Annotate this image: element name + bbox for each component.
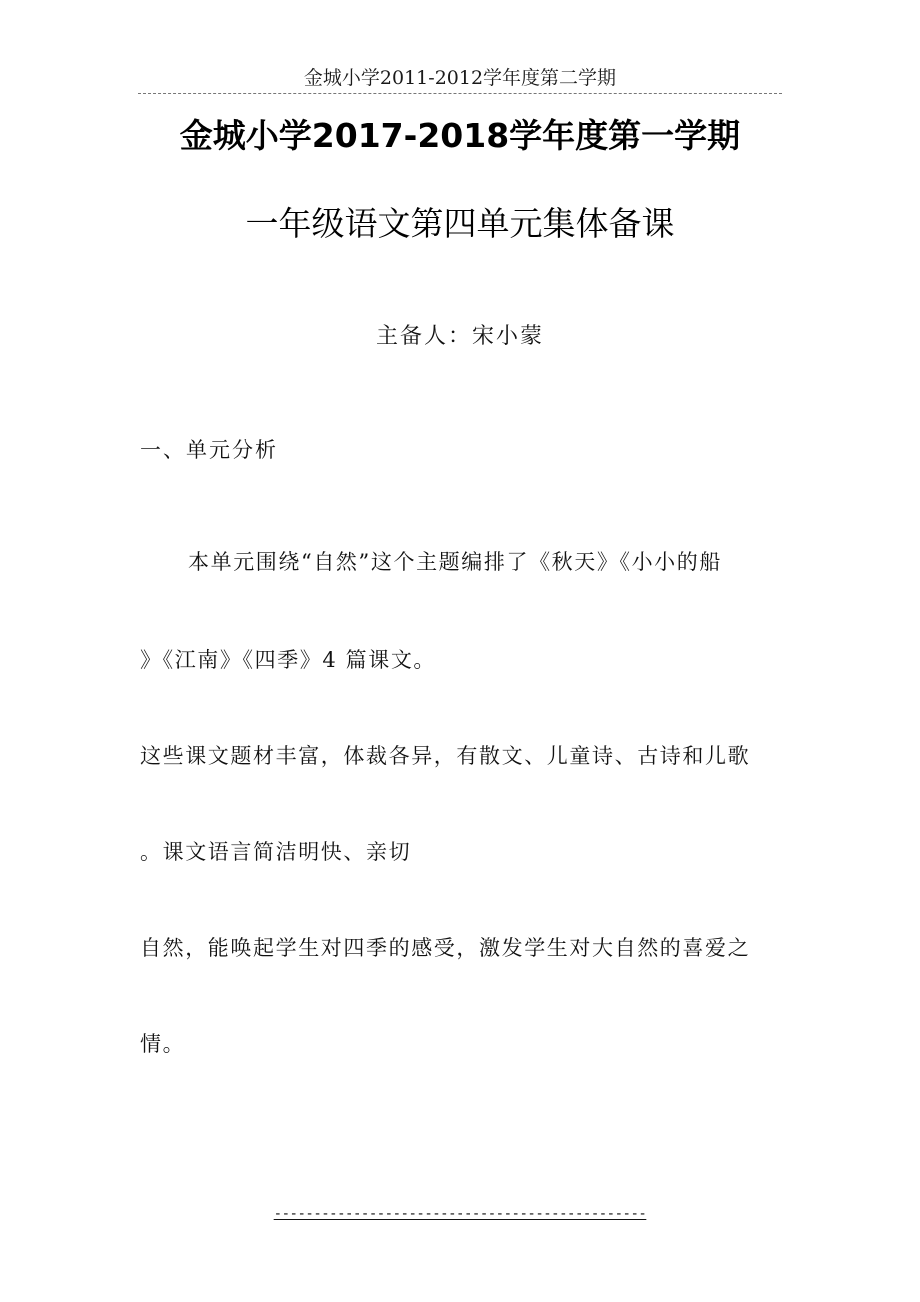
document-title: 金城小学2017-2018学年度第一学期 — [179, 116, 741, 155]
paragraph-line: 这些课文题材丰富，体裁各异，有散文、儿童诗、古诗和儿歌 — [140, 744, 751, 768]
section-heading: 一、单元分析 — [140, 438, 278, 462]
running-header: 金城小学2011-2012学年度第二学期 — [303, 67, 617, 89]
paragraph-line: 。课文语言简洁明快、亲切 — [140, 840, 412, 864]
author-line: 主备人：宋小蒙 — [375, 324, 544, 349]
footer-rule: ----------------------------------------------- — [273, 1206, 647, 1222]
document-subtitle: 一年级语文第四单元集体备课 — [245, 204, 675, 243]
header-divider — [138, 93, 782, 94]
paragraph-line: 自然，能唤起学生对四季的感受，激发学生对大自然的喜爱之 — [140, 936, 751, 960]
paragraph-line: 本单元围绕“自然”这个主题编排了《秋天》《小小的船 — [188, 550, 722, 574]
paragraph-line: 情。 — [140, 1032, 186, 1056]
paragraph-line: 》《江南》《四季》4 篇课文。 — [140, 648, 437, 672]
